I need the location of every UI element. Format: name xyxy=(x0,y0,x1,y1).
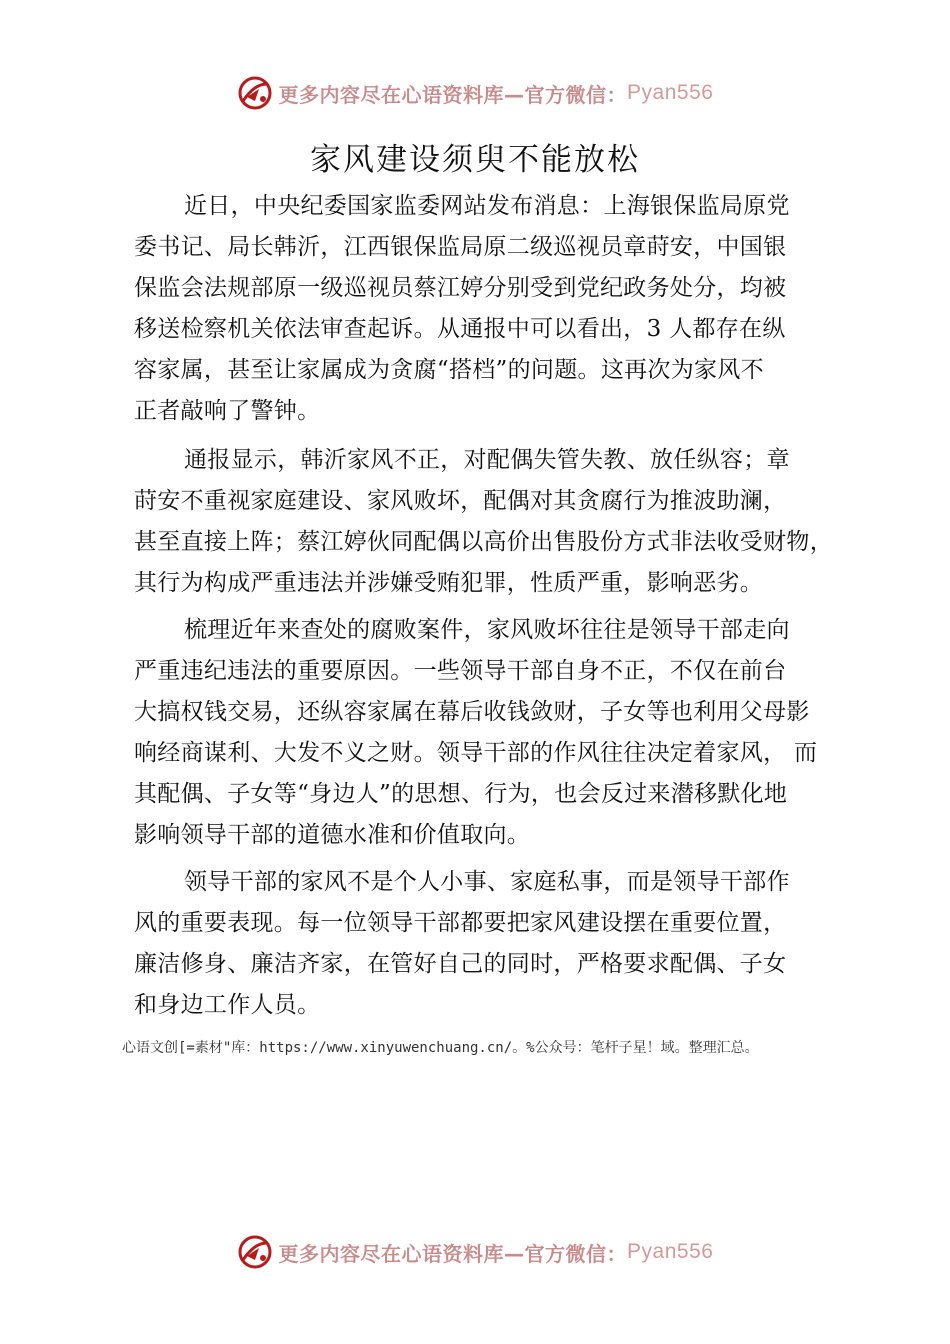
banner-text: 更多内容尽在心语资料库—官方微信： xyxy=(278,1241,628,1266)
paragraph-line: 响经商谋利、大发不义之财。领导干部的作风往往决定着家风， 而 xyxy=(134,740,818,766)
paragraph-3 xyxy=(134,610,864,856)
header-banner xyxy=(0,73,950,113)
paragraph-2 xyxy=(134,440,864,604)
paragraph-line: 领导干部的家风不是个人小事、家庭私事，而是领导干部作 xyxy=(184,869,790,895)
logo-icon xyxy=(237,75,273,111)
paragraph-line: 甚至直接上阵；蔡江婷伙同配偶以高价出售股份方式非法收受财物， xyxy=(134,529,833,555)
source-note: 心语文创[=素材"库：https://www.xinyuwenchuang.cn/。%公众号：笔杆子星！域。整理汇总。 xyxy=(122,1040,759,1056)
paragraph-line: 近日，中央纪委国家监委网站发布消息：上海银保监局原党 xyxy=(184,193,790,219)
paragraph-line: 和身边工作人员。 xyxy=(134,992,321,1018)
paragraph-line: 梳理近年来查处的腐败案件，家风败坏往往是领导干部走向 xyxy=(184,617,790,643)
paragraph-1 xyxy=(134,186,864,432)
banner-wechat-id: Pyan556 xyxy=(627,1240,714,1263)
paragraph-line: 保监会法规部原一级巡视员蔡江婷分别受到党纪政务处分，均被 xyxy=(134,275,787,301)
paragraph-line: 廉洁修身、廉洁齐家，在管好自己的同时，严格要求配偶、子女 xyxy=(134,951,787,977)
logo-icon xyxy=(237,1234,273,1270)
paragraph-line: 容家属，甚至让家属成为贪腐“搭档”的问题。这再次为家风不 xyxy=(134,357,764,383)
paragraph-line: 正者敲响了警钟。 xyxy=(134,398,321,424)
paragraph-line: 莳安不重视家庭建设、家风败坏，配偶对其贪腐行为推波助澜， xyxy=(134,488,787,514)
paragraph-line: 通报显示，韩沂家风不正，对配偶失管失教、放任纵容；章 xyxy=(184,447,790,473)
banner-wechat-id: Pyan556 xyxy=(627,81,714,104)
paragraph-line: 影响领导干部的道德水准和价值取向。 xyxy=(134,822,531,848)
paragraph-line: 其配偶、子女等“身边人”的思想、行为，也会反过来潜移默化地 xyxy=(134,781,788,807)
paragraph-line: 其行为构成严重违法并涉嫌受贿犯罪，性质严重，影响恶劣。 xyxy=(134,570,764,596)
footer-banner xyxy=(0,1232,950,1272)
banner-text: 更多内容尽在心语资料库—官方微信： xyxy=(278,82,628,107)
paragraph-line: 风的重要表现。每一位领导干部都要把家风建设摆在重要位置， xyxy=(134,910,787,936)
paragraph-line: 移送检察机关依法审查起诉。从通报中可以看出，3 人都存在纵 xyxy=(134,316,786,342)
paragraph-4 xyxy=(134,862,864,1026)
page-title: 家风建设须臾不能放松 xyxy=(310,142,640,178)
paragraph-line: 委书记、局长韩沂，江西银保监局原二级巡视员章莳安，中国银 xyxy=(134,234,787,260)
paragraph-line: 大搞权钱交易，还纵容家属在幕后收钱敛财，子女等也利用父母影 xyxy=(134,699,810,725)
paragraph-line: 严重违纪违法的重要原因。一些领导干部自身不正，不仅在前台 xyxy=(134,658,787,684)
